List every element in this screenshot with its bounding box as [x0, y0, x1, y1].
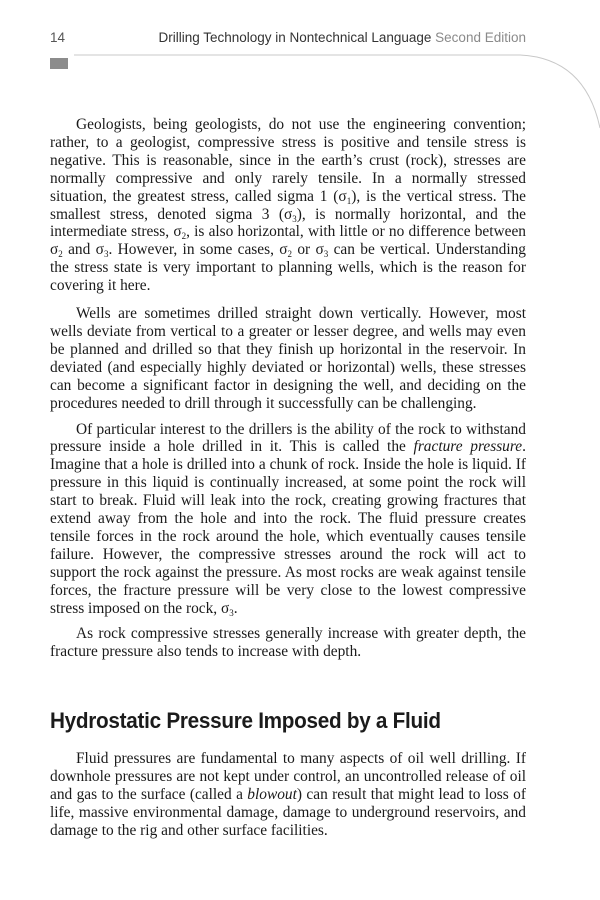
paragraph-4: As rock compressive stresses generally increase with greater depth, the fracture pressure also tends to increase with depth. [50, 625, 526, 661]
body-text [50, 116, 526, 669]
term-fracture-pressure: fracture pressure [413, 438, 523, 456]
book-title: Drilling Technology in Nontechnical Language [158, 30, 432, 45]
paragraph-2: Wells are sometimes drilled straight down vertically. However, most wells deviate from vertical to a greater or lesser degree, and wells may even be planned and drilled so that they finish up horizontal in the reservoir. In deviated (and especially highly deviated or horizontal) wells, these stresses can become a significant factor in designing the well, and deciding on the procedures needed to drill through it successfully can be challenging. [50, 305, 526, 412]
running-head [158, 30, 526, 45]
paragraph-3: Of particular interest to the drillers is the ability of the rock to withstand pressure inside a hole drilled in it. This is called the fracture pressure. Imagine that a hole is drilled into a chunk of rock. Inside the hole is liquid. If pressure in this liquid is continually increased, at some point the rock will start to break. Fluid will leak into the rock, creating growing fractures that extend away from the hole and into the rock. The fluid pressure creates tensile forces in the rock around the hole, which eventually causes tensile failure. However, the compressive stresses around the rock will act to support the rock against the pressure. As most rocks are weak against tensile forces, the fracture pressure will be very close to the lowest compressive stress imposed on the rock, $\sigma_3$. [50, 420, 526, 618]
section-text [50, 750, 526, 840]
term-blowout: blowout [247, 785, 297, 803]
edition-label: Second Edition [435, 30, 526, 45]
paragraph-1: Geologists, being geologists, do not use the engineering convention; rather, to a geologist, compressive stress is positive and tensile stress is negative. This is reasonable, since in the earth’s crust (rock), stresses are normally compressive and only rarely tensile. In a normally stressed situation, the greatest stress, called sigma 1 $(\sigma_1)$, is the vertical stress. The smallest stress, denoted sigma 3 $(\sigma_3)$, is normally horizontal, and the intermediate stress, $\sigma_2$, is also horizontal, with little or no difference between $\sigma_2$ and $\sigma_3$. However, in some cases, $\sigma_2$ or $\sigma_3$ can be vertical. Understanding the stress state is very important to planning wells, which is the reason for covering it here. [50, 116, 527, 295]
header-rule [0, 0, 600, 130]
section-heading: Hydrostatic Pressure Imposed by a Fluid [50, 708, 441, 733]
section-marker [50, 58, 68, 69]
section-paragraph-1: Fluid pressures are fundamental to many aspects of oil well drilling. If downhole pressures are not kept under control, an uncontrolled release of oil and gas to the surface (called a blowout) can result that might lead to loss of life, massive environmental damage, damage to underground reservoirs, and damage to the rig and other surface facilities. [50, 750, 526, 839]
page-number: 14 [50, 30, 66, 45]
